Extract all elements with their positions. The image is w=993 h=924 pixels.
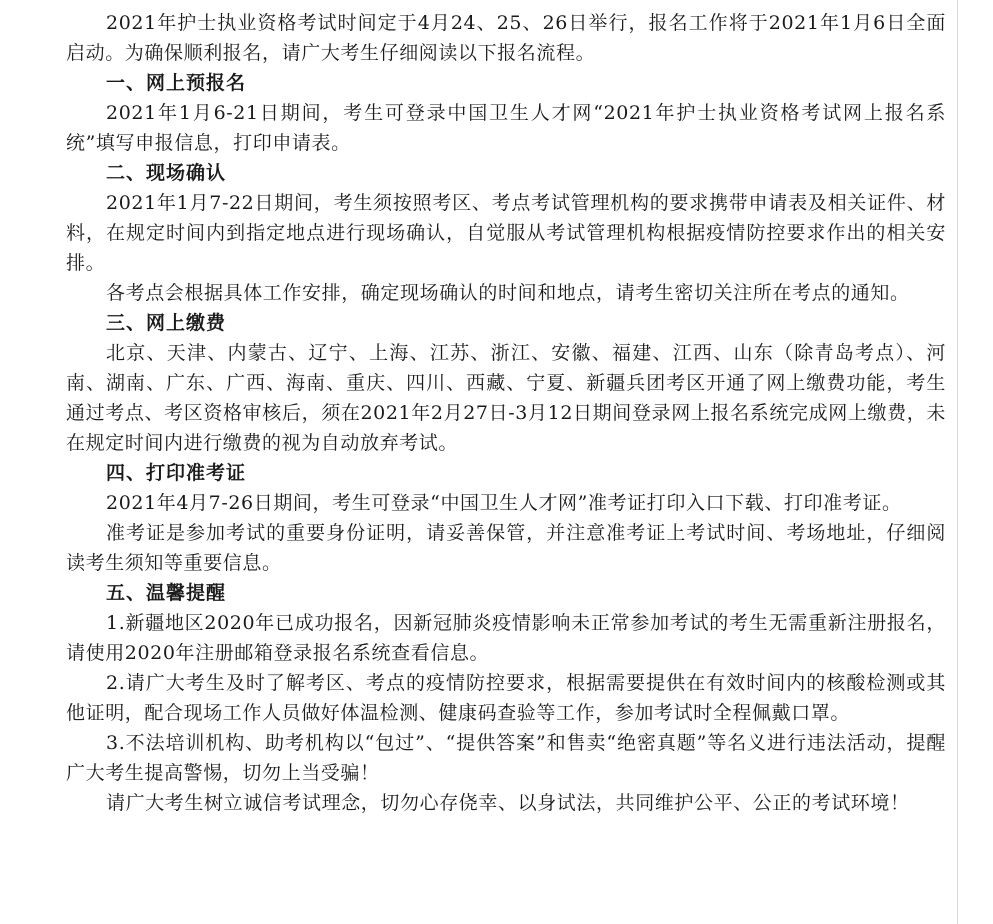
- paragraph: 2021年1月7-22日期间，考生须按照考区、考点考试管理机构的要求携带申请表及相关证件、材料，在规定时间内到指定地点进行现场确认，自觉服从考试管理机构根据疫情防控要求作出的相关安排。: [66, 192, 946, 274]
- section-heading-online-preregistration: 一、网上预报名: [106, 72, 247, 94]
- section-heading-onsite-confirmation: 二、现场确认: [106, 162, 227, 184]
- section-heading-reminders: 五、温馨提醒: [106, 582, 227, 604]
- paragraph: 2021年4月7-26日期间，考生可登录“中国卫生人才网”准考证打印入口下载、打印准考证。: [106, 492, 902, 514]
- paragraph: 请广大考生树立诚信考试理念，切勿心存侥幸、以身试法，共同维护公平、公正的考试环境！: [106, 792, 910, 814]
- section-heading-print-admission-ticket: 四、打印准考证: [106, 462, 247, 484]
- intro-paragraph: 2021年护士执业资格考试时间定于4月24、25、26日举行，报名工作将于2021年1月6日全面启动。为确保顺利报名，请广大考生仔细阅读以下报名流程。: [66, 12, 946, 64]
- section-heading-online-payment: 三、网上缴费: [106, 312, 227, 334]
- paragraph: 各考点会根据具体工作安排，确定现场确认的时间和地点，请考生密切关注所在考点的通知。: [106, 282, 910, 304]
- paragraph: 1.新疆地区2020年已成功报名，因新冠肺炎疫情影响未正常参加考试的考生无需重新注册报名，请使用2020年注册邮箱登录报名系统查看信息。: [66, 612, 946, 664]
- article-body: [66, 8, 946, 818]
- paragraph: 2021年1月6-21日期间，考生可登录中国卫生人才网“2021年护士执业资格考试网上报名系统”填写申报信息，打印申请表。: [66, 102, 946, 154]
- paragraph: 准考证是参加考试的重要身份证明，请妥善保管，并注意准考证上考试时间、考场地址，仔细阅读考生须知等重要信息。: [66, 522, 946, 574]
- paragraph: 2.请广大考生及时了解考区、考点的疫情防控要求，根据需要提供在有效时间内的核酸检测或其他证明，配合现场工作人员做好体温检测、健康码查验等工作，参加考试时全程佩戴口罩。: [66, 672, 946, 724]
- paragraph: 北京、天津、内蒙古、辽宁、上海、江苏、浙江、安徽、福建、江西、山东（除青岛考点）、河南、湖南、广东、广西、海南、重庆、四川、西藏、宁夏、新疆兵团考区开通了网上缴费功能，考生通过考点、考区资格审核后，须在2021年2月27日-3月12日期间登录网上报名系统完成网上缴费，未在规定时间内进行缴费的视为自动放弃考试。: [66, 342, 946, 454]
- paragraph: 3.不法培训机构、助考机构以“包过”、“提供答案”和售卖“绝密真题”等名义进行违法活动，提醒广大考生提高警惕，切勿上当受骗！: [66, 732, 946, 784]
